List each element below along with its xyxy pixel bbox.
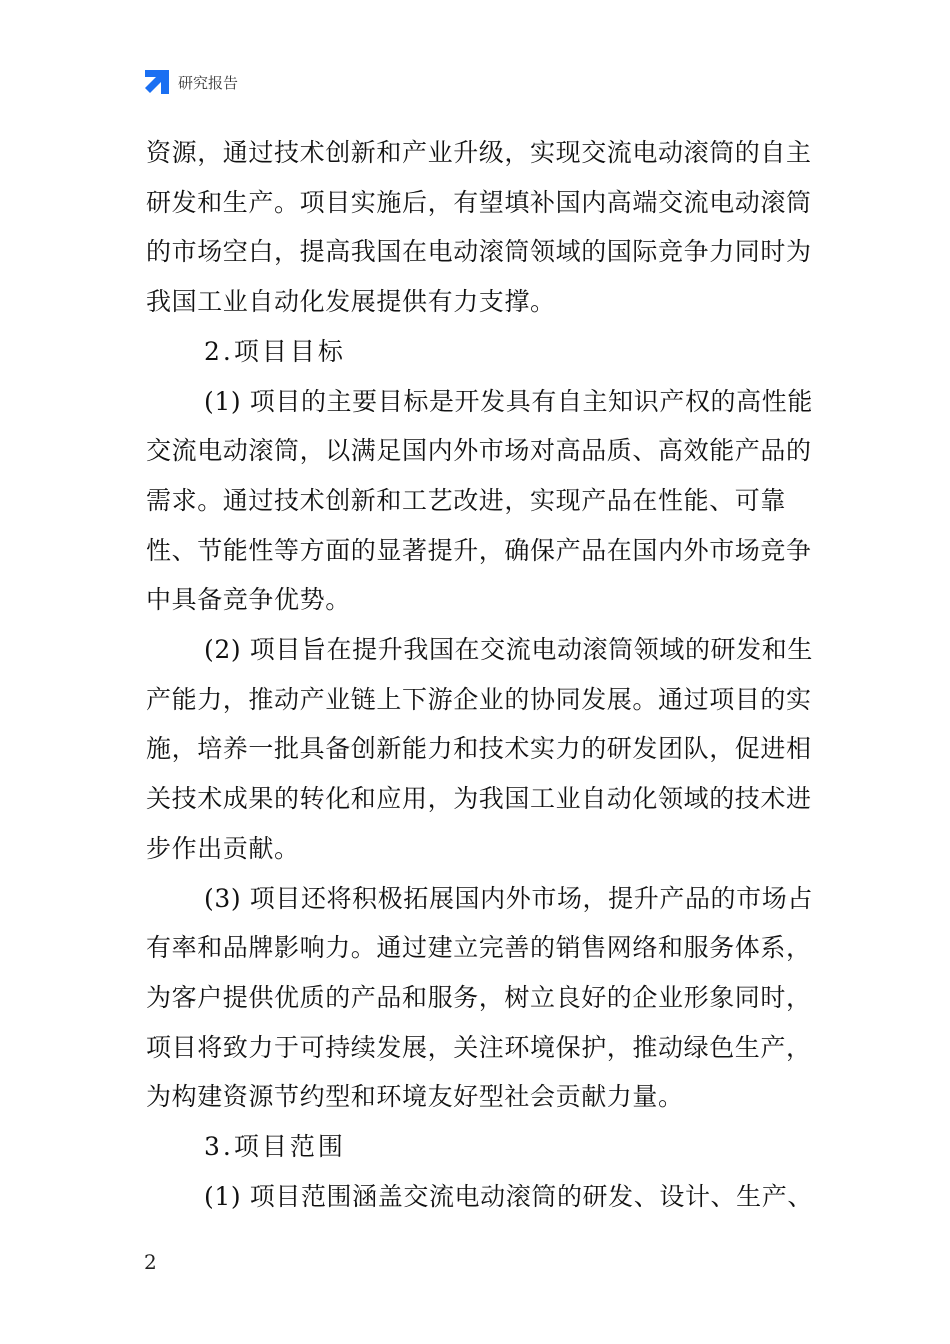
section-heading-project-scope: 3.项目范围: [204, 1132, 346, 1162]
arrow-up-right-logo-icon: [144, 69, 170, 95]
header-title: 研究报告: [178, 73, 239, 92]
section-heading-project-goals: 2.项目目标: [204, 336, 346, 366]
paragraph-goal-2: (2) 项目旨在提升我国在交流电动滚筒领域的研发和生产能力，推动产业链上下游企业的协同发展。通过项目的实施，培养一批具备创新能力和技术实力的研发团队，促进相关技术成果的转化和应用，为我国工业自动化领域的技术进步作出贡献。: [146, 635, 813, 863]
paragraph-scope-1: (1) 项目范围涵盖交流电动滚筒的研发、设计、生产、: [204, 1181, 813, 1211]
page-number: 2: [144, 1250, 157, 1274]
page-header: [144, 68, 238, 96]
paragraph-goal-1: (1) 项目的主要目标是开发具有自主知识产权的高性能交流电动滚筒，以满足国内外市场对高品质、高效能产品的需求。通过技术创新和工艺改进，实现产品在性能、可靠性、节能性等方面的显著提升，确保产品在国内外市场竞争中具备竞争优势。: [146, 386, 813, 615]
paragraph-continuation: 资源，通过技术创新和产业升级，实现交流电动滚筒的自主研发和生产。项目实施后，有望填补国内高端交流电动滚筒的市场空白，提高我国在电动滚筒领域的国际竞争力同时为我国工业自动化发展提供有力支撑。: [146, 138, 812, 317]
document-body: [146, 128, 828, 1221]
paragraph-goal-3: (3) 项目还将积极拓展国内外市场，提升产品的市场占有率和品牌影响力。通过建立完善的销售网络和服务体系，为客户提供优质的产品和服务，树立良好的企业形象同时，项目将致力于可持续发展，关注环境保护，推动绿色生产，为构建资源节约型和环境友好型社会贡献力量。: [146, 883, 813, 1112]
